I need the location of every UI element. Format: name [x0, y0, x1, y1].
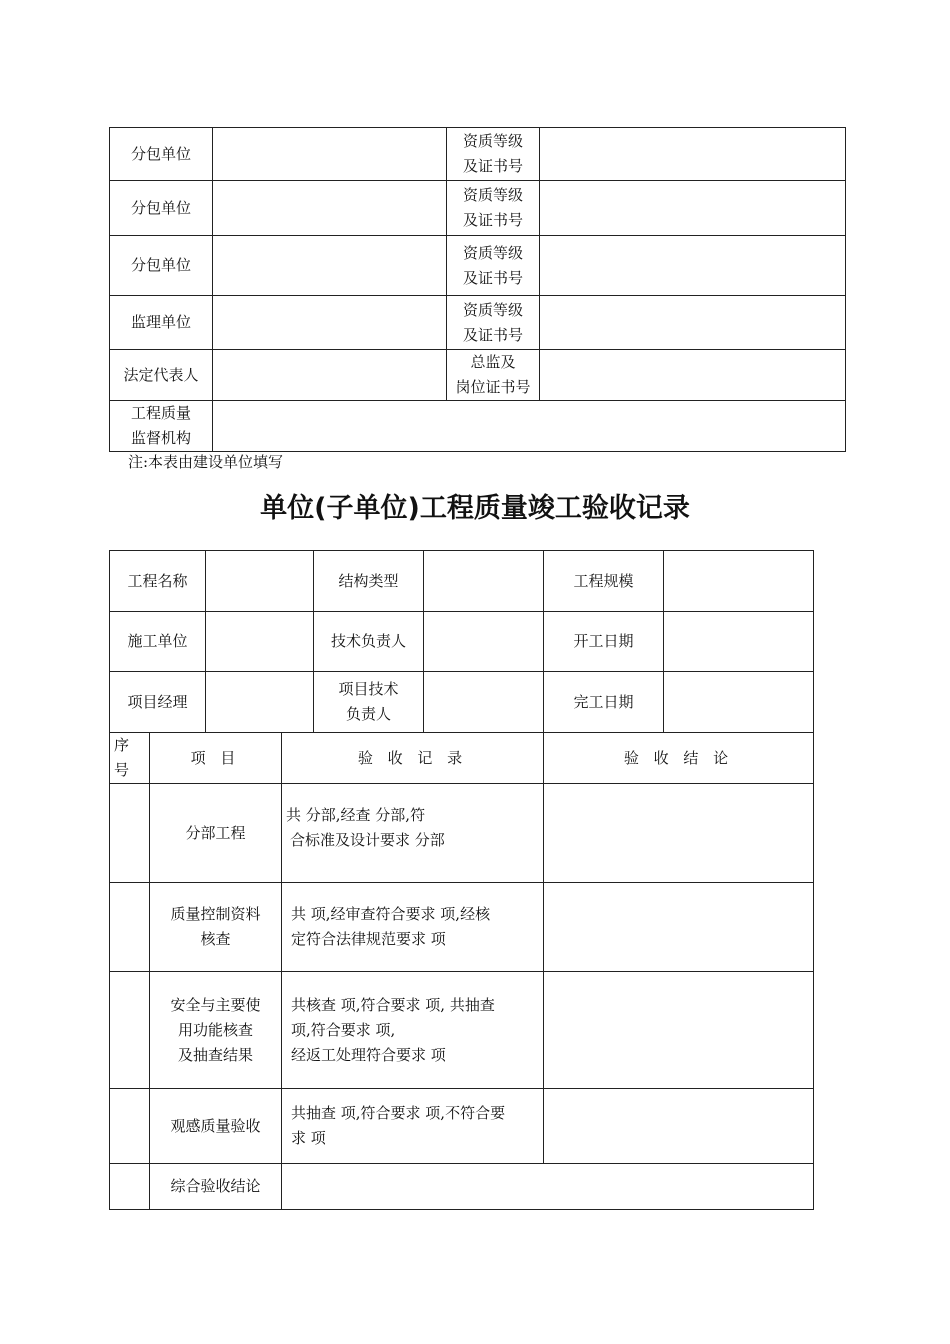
item-cell: 质量控制资料 核查 — [150, 883, 282, 972]
table-row — [110, 1089, 814, 1164]
project-manager-label: 项目经理 — [110, 672, 206, 733]
table-row — [110, 972, 814, 1089]
conclusion-cell[interactable] — [544, 784, 814, 883]
qualification-label: 资质等级 及证书号 — [447, 128, 540, 181]
value-field[interactable] — [206, 672, 314, 733]
header-row — [110, 733, 814, 784]
construction-unit-label: 施工单位 — [110, 612, 206, 672]
subcontractor-info-table — [109, 127, 846, 452]
conclusion-cell[interactable] — [544, 972, 814, 1089]
table-row — [110, 401, 846, 452]
value-field[interactable] — [213, 181, 447, 236]
table-row — [110, 1164, 814, 1210]
value-field[interactable] — [540, 236, 846, 296]
acceptance-record-table — [109, 732, 814, 1210]
final-conclusion-field[interactable] — [282, 1164, 814, 1210]
qualification-label: 总监及 岗位证书号 — [447, 350, 540, 401]
project-name-label: 工程名称 — [110, 551, 206, 612]
value-field[interactable] — [540, 181, 846, 236]
record-cell: 共 项,经审查符合要求 项,经核 定符合法律规范要求 项 — [282, 883, 544, 972]
footnote: 注:本表由建设单位填写 — [128, 453, 284, 471]
project-scale-label: 工程规模 — [544, 551, 664, 612]
value-field[interactable] — [424, 612, 544, 672]
project-technical-lead-label: 项目技术 负责人 — [314, 672, 424, 733]
row-label: 分包单位 — [110, 236, 213, 296]
value-field[interactable] — [206, 612, 314, 672]
row-label: 监理单位 — [110, 296, 213, 350]
seq-cell[interactable] — [110, 784, 150, 883]
seq-cell[interactable] — [110, 1164, 150, 1210]
structure-type-label: 结构类型 — [314, 551, 424, 612]
value-field[interactable] — [540, 350, 846, 401]
record-cell: 共 分部,经查 分部,符 合标准及设计要求 分部 — [282, 784, 544, 883]
table-row — [110, 236, 846, 296]
value-field[interactable] — [664, 612, 814, 672]
row-label: 分包单位 — [110, 181, 213, 236]
value-field[interactable] — [213, 350, 447, 401]
qualification-label: 资质等级 及证书号 — [447, 236, 540, 296]
value-field[interactable] — [213, 236, 447, 296]
value-field[interactable] — [206, 551, 314, 612]
item-cell: 安全与主要使 用功能核查 及抽查结果 — [150, 972, 282, 1089]
qualification-label: 资质等级 及证书号 — [447, 181, 540, 236]
table-row — [110, 296, 846, 350]
completion-date-label: 完工日期 — [544, 672, 664, 733]
table-row — [110, 784, 814, 883]
table-row — [110, 551, 814, 612]
value-field[interactable] — [424, 551, 544, 612]
table-row — [110, 883, 814, 972]
conclusion-cell[interactable] — [544, 883, 814, 972]
conclusion-header: 验 收 结 论 — [544, 733, 814, 784]
record-cell: 共抽查 项,符合要求 项,不符合要 求 项 — [282, 1089, 544, 1164]
value-field[interactable] — [540, 128, 846, 181]
record-cell: 共核查 项,符合要求 项, 共抽查 项,符合要求 项, 经返工处理符合要求 项 — [282, 972, 544, 1089]
table-row — [110, 672, 814, 733]
item-header: 项 目 — [150, 733, 282, 784]
start-date-label: 开工日期 — [544, 612, 664, 672]
table-row — [110, 128, 846, 181]
qualification-label: 资质等级 及证书号 — [447, 296, 540, 350]
project-info-table — [109, 550, 814, 733]
row-label: 工程质量 监督机构 — [110, 401, 213, 452]
value-field[interactable] — [213, 128, 447, 181]
final-conclusion-label: 综合验收结论 — [150, 1164, 282, 1210]
value-field[interactable] — [213, 296, 447, 350]
table-row — [110, 350, 846, 401]
page-title: 单位(子单位)工程质量竣工验收记录 — [260, 493, 690, 524]
value-field[interactable] — [540, 296, 846, 350]
table-row — [110, 612, 814, 672]
value-field[interactable] — [664, 672, 814, 733]
item-cell: 分部工程 — [150, 784, 282, 883]
conclusion-cell[interactable] — [544, 1089, 814, 1164]
row-label: 分包单位 — [110, 128, 213, 181]
seq-cell[interactable] — [110, 972, 150, 1089]
value-field[interactable] — [213, 401, 846, 452]
seq-cell[interactable] — [110, 883, 150, 972]
seq-header: 序 号 — [110, 733, 150, 784]
value-field[interactable] — [664, 551, 814, 612]
table-row — [110, 181, 846, 236]
value-field[interactable] — [424, 672, 544, 733]
record-header: 验 收 记 录 — [282, 733, 544, 784]
row-label: 法定代表人 — [110, 350, 213, 401]
item-cell: 观感质量验收 — [150, 1089, 282, 1164]
technical-lead-label: 技术负责人 — [314, 612, 424, 672]
seq-cell[interactable] — [110, 1089, 150, 1164]
